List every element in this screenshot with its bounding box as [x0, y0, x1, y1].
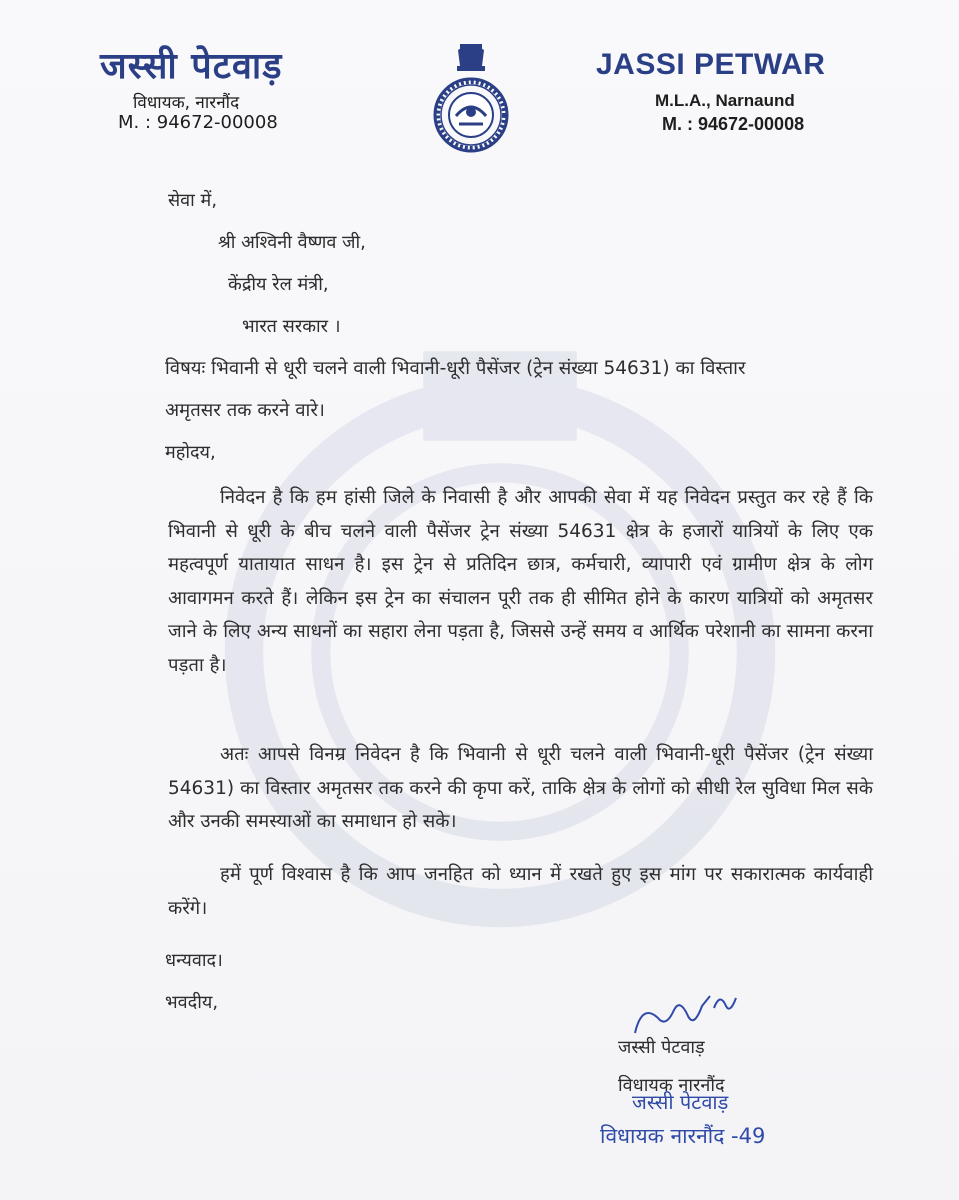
letterhead-designation-english: M.L.A., Narnaund — [655, 91, 795, 110]
subject-line-1: विषयः भिवानी से धूरी चलने वाली भिवानी-धूरी पैसेंजर (ट्रेन संख्या 54631) का विस्तार — [165, 358, 746, 379]
signed-name: जस्सी पेटवाड़ — [618, 1037, 705, 1058]
letterhead-mobile-left: M. : 94672-00008 — [118, 112, 278, 133]
subject-line-2: अमृतसर तक करने वारे। — [165, 400, 325, 421]
addressee-salutation: सेवा में, — [168, 190, 218, 211]
addressee-government: भारत सरकार । — [242, 316, 341, 337]
closing-yours: भवदीय, — [165, 992, 219, 1013]
signed-designation: विधायक नारनौंद — [618, 1075, 725, 1096]
paragraph-3: हमें पूर्ण विश्वास है कि आप जनहित को ध्यान में रखते हुए इस मांग पर सकारात्मक कार्यवाही करेंगे। — [168, 864, 873, 919]
stamp-name: जस्सी पेटवाड़ — [632, 1090, 729, 1114]
greeting: महोदय, — [165, 442, 216, 463]
paragraph-2: अतः आपसे विनम्र निवेदन है कि भिवानी से धूरी चलने वाली भिवानी-धूरी पैसेंजर (ट्रेन संख्या 54631) का विस्तार अमृतसर तक करने की कृपा करें, ताकि क्षेत्र के लोगों को सीधी रेल सुविधा मिल सके और उनकी समस्याओं का समाधान हो सके। — [168, 744, 873, 832]
stamp-designation: विधायक नारनौंद -49 — [600, 1124, 766, 1148]
letterhead-designation-hindi: विधायक, नारनौंद — [133, 93, 240, 113]
letterhead-mobile-right: M. : 94672-00008 — [662, 114, 805, 134]
haryana-emblem-icon — [430, 40, 512, 155]
closing-thanks: धन्यवाद। — [165, 950, 223, 971]
addressee-name: श्री अश्विनी वैष्णव जी, — [218, 232, 366, 253]
letterhead-name-english: JASSI PETWAR — [596, 48, 826, 81]
letterhead-name-hindi: जस्सी पेटवाड़ — [100, 46, 283, 87]
addressee-designation: केंद्रीय रेल मंत्री, — [228, 274, 329, 295]
paragraph-1: निवेदन है कि हम हांसी जिले के निवासी है और आपकी सेवा में यह निवेदन प्रस्तुत कर रहे हैं कि भिवानी से धूरी के बीच चलने वाली पैसेंजर ट्रेन संख्या 54631 क्षेत्र के हजारों यात्रियों के लिए एक महत्वपूर्ण यातायात साधन है। इस ट्रेन से प्रतिदिन छात्र, कर्मचारी, व्यापारी एवं ग्रामीण क्षेत्र के लोग आवागमन करते हैं। लेकिन इस ट्रेन का संचालन पूरी तक ही सीमित होने के कारण यात्रियों को अमृतसर जाने के लिए अन्य साधनों का सहारा लेना पड़ता है, जिससे उन्हें समय व आर्थिक परेशानी का सामना करना पड़ता है। — [168, 487, 873, 676]
